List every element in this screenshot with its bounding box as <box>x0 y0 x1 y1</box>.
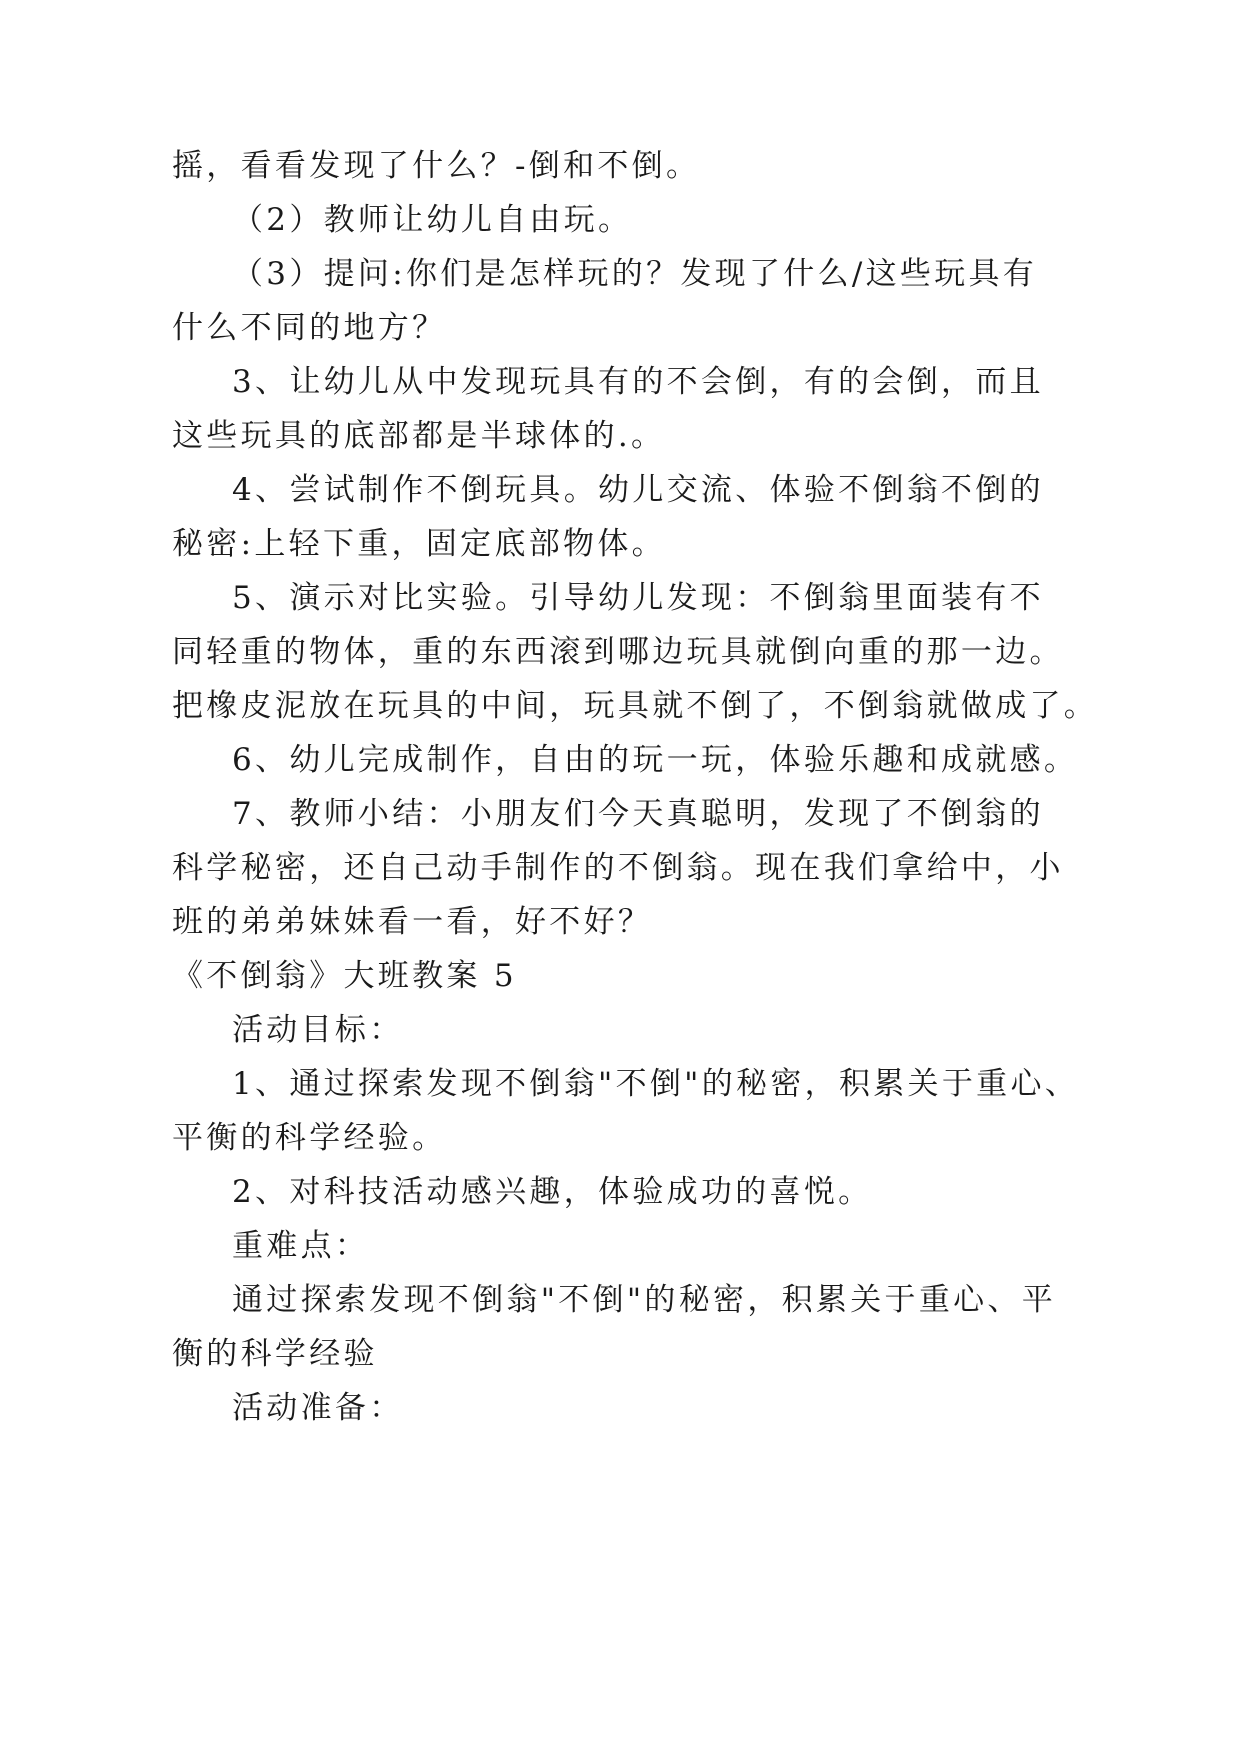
text-line: 6、幼儿完成制作，自由的玩一玩，体验乐趣和成就感。 <box>232 742 1079 778</box>
text-line: 通过探索发现不倒翁"不倒"的秘密，积累关于重心、平 <box>232 1282 1057 1318</box>
subheading: 活动目标： <box>232 1012 404 1048</box>
text-line: 摇，看看发现了什么？-倒和不倒。 <box>172 148 701 184</box>
text-line: 把橡皮泥放在玩具的中间，玩具就不倒了，不倒翁就做成了。 <box>172 688 1099 724</box>
text-line: 秘密:上轻下重，固定底部物体。 <box>172 526 666 562</box>
text-line: 3、让幼儿从中发现玩具有的不会倒，有的会倒，而且 <box>232 364 1044 400</box>
subheading: 重难点： <box>232 1228 370 1264</box>
text-line: （2）教师让幼儿自由玩。 <box>232 202 633 238</box>
text-line: 2、对科技活动感兴趣，体验成功的喜悦。 <box>232 1174 873 1210</box>
text-line: （3）提问:你们是怎样玩的？发现了什么/这些玩具有 <box>232 256 1038 292</box>
text-line: 这些玩具的底部都是半球体的.。 <box>172 418 666 454</box>
text-line: 班的弟弟妹妹看一看，好不好？ <box>172 904 653 940</box>
text-line: 7、教师小结：小朋友们今天真聪明，发现了不倒翁的 <box>232 796 1044 832</box>
text-line: 平衡的科学经验。 <box>172 1120 447 1156</box>
text-line: 什么不同的地方？ <box>172 310 447 346</box>
text-line: 4、尝试制作不倒玩具。幼儿交流、体验不倒翁不倒的 <box>232 472 1044 508</box>
subheading: 活动准备： <box>232 1390 404 1426</box>
section-heading: 《不倒翁》大班教案 5 <box>172 958 517 994</box>
text-line: 科学秘密，还自己动手制作的不倒翁。现在我们拿给中，小 <box>172 850 1064 886</box>
text-line: 衡的科学经验 <box>172 1336 378 1372</box>
text-line: 1、通过探索发现不倒翁"不倒"的秘密，积累关于重心、 <box>232 1066 1080 1102</box>
text-line: 5、演示对比实验。引导幼儿发现：不倒翁里面装有不 <box>232 580 1044 616</box>
text-line: 同轻重的物体，重的东西滚到哪边玩具就倒向重的那一边。 <box>172 634 1064 670</box>
